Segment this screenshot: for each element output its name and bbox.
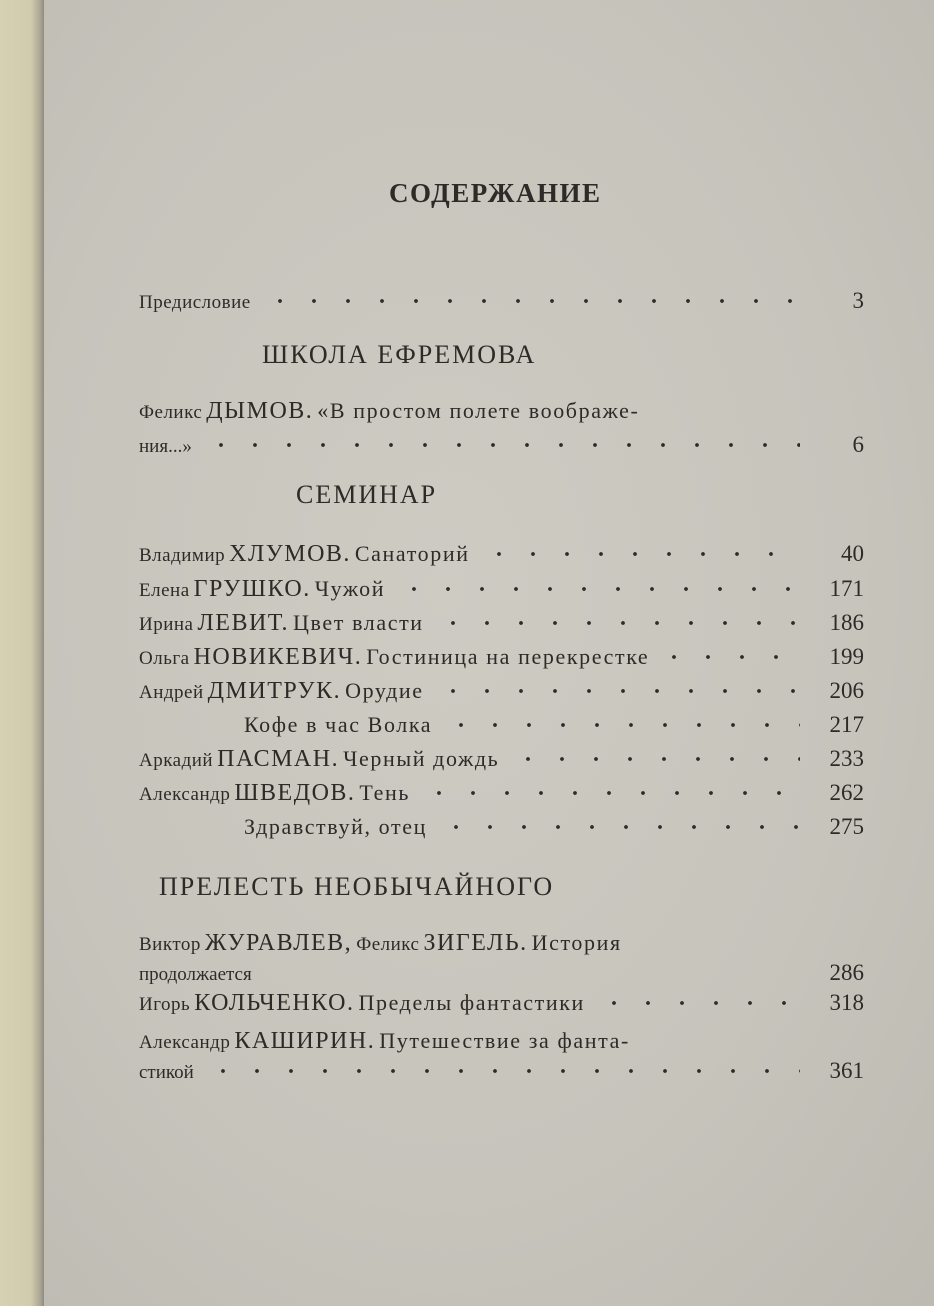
section-heading: СЕМИНАР xyxy=(296,480,438,509)
toc-entry xyxy=(139,746,864,778)
author-first-name: Виктор xyxy=(139,934,201,955)
section-heading: ПРЕЛЕСТЬ НЕОБЫЧАЙНОГО xyxy=(159,872,555,901)
entry-title: Предисловие xyxy=(139,292,251,313)
author-surname: КАШИРИН. xyxy=(234,1028,376,1054)
toc-entry xyxy=(139,780,864,812)
page-number: 40 xyxy=(841,541,864,566)
toc-entry-preface xyxy=(139,288,864,320)
page-number: 217 xyxy=(829,712,864,737)
author-first-name: Александр xyxy=(139,1032,231,1053)
toc-entry xyxy=(139,576,864,608)
author-first-name: Феликс xyxy=(139,402,203,423)
entry-title: Кофе в час Волка xyxy=(244,712,433,737)
author-surname: ПАСМАН. xyxy=(217,746,340,772)
author-surname: ЛЕВИТ. xyxy=(197,610,290,636)
dot-leader xyxy=(597,996,800,1010)
dot-leader xyxy=(263,294,800,308)
author-first-name: Ирина xyxy=(139,614,194,635)
entry-title: Орудие xyxy=(345,678,424,703)
entry-title: Тень xyxy=(359,780,410,805)
entry-title-continuation: продолжается xyxy=(139,964,252,985)
author-surname: ДМИТРУК. xyxy=(207,678,342,704)
page-number: 233 xyxy=(829,746,864,771)
entry-title-continuation: стикой xyxy=(139,1062,194,1083)
entry-title: Пределы фантастики xyxy=(358,990,585,1015)
entry-title: Санаторий xyxy=(354,541,470,566)
toc-entry xyxy=(139,990,864,1022)
dot-leader xyxy=(436,684,800,698)
dot-leader xyxy=(511,752,800,766)
toc-entry xyxy=(139,610,864,642)
author-surname: КОЛЬЧЕНКО. xyxy=(194,990,355,1016)
page-number: 206 xyxy=(829,678,864,703)
entry-title-continuation: ния...» xyxy=(139,436,192,457)
dot-leader xyxy=(439,820,800,834)
entry-title: История xyxy=(531,930,622,955)
author-surname: ЖУРАВЛЕВ, xyxy=(204,930,353,956)
dot-leader xyxy=(482,547,800,561)
author-first-name: Аркадий xyxy=(139,750,214,771)
author-first-name: Андрей xyxy=(139,682,204,703)
author-first-name: Ольга xyxy=(139,648,190,669)
toc-entry xyxy=(139,644,864,676)
entry-title: Цвет власти xyxy=(293,610,424,635)
entry-title: Здравствуй, отец xyxy=(244,814,427,839)
page-number: 3 xyxy=(852,288,864,313)
dot-leader xyxy=(206,1064,800,1078)
author-first-name: Елена xyxy=(139,580,190,601)
page-number: 171 xyxy=(829,576,864,601)
entry-title: «В простом полете воображе- xyxy=(317,398,640,423)
author-surname: ДЫМОВ. xyxy=(206,398,314,424)
section-heading: ШКОЛА ЕФРЕМОВА xyxy=(262,340,537,369)
toc-entry xyxy=(139,398,864,430)
toc-title: СОДЕРЖАНИЕ xyxy=(389,178,602,208)
dot-leader xyxy=(436,616,800,630)
book-page xyxy=(44,0,934,1306)
dot-leader xyxy=(444,718,800,732)
author-surname: ГРУШКО. xyxy=(193,576,311,602)
author-surname: НОВИКЕВИЧ. xyxy=(193,644,363,670)
author-first-name: Александр xyxy=(139,784,231,805)
entry-title: Чужой xyxy=(314,576,386,601)
toc-entry-continuation xyxy=(139,960,864,992)
toc-entry xyxy=(139,930,864,962)
toc-entry xyxy=(139,1028,864,1060)
entry-title: Гостиница на перекрестке xyxy=(366,644,650,669)
page-number: 199 xyxy=(829,644,864,669)
dot-leader xyxy=(657,650,808,664)
toc-entry xyxy=(139,541,864,573)
toc-entry-continuation xyxy=(139,1058,864,1090)
page-number: 275 xyxy=(829,814,864,839)
toc-entry xyxy=(139,678,864,710)
author2-surname: ЗИГЕЛЬ. xyxy=(423,930,528,956)
page-number: 286 xyxy=(829,960,864,985)
dot-leader xyxy=(204,438,800,452)
toc-entry-continuation xyxy=(139,432,864,464)
author-first-name: Игорь xyxy=(139,994,191,1015)
page-number: 6 xyxy=(852,432,864,457)
page-number: 361 xyxy=(829,1058,864,1083)
entry-title: Путешествие за фанта- xyxy=(379,1028,630,1053)
page-number: 318 xyxy=(829,990,864,1015)
book-spine-edge xyxy=(0,0,44,1306)
page-number: 186 xyxy=(829,610,864,635)
author-surname: ШВЕДОВ. xyxy=(234,780,356,806)
entry-title: Черный дождь xyxy=(343,746,500,771)
author-surname: ХЛУМОВ. xyxy=(229,541,351,567)
page-number: 262 xyxy=(829,780,864,805)
toc-entry xyxy=(139,814,864,846)
author2-first-name: Феликс xyxy=(356,934,420,955)
dot-leader xyxy=(422,786,800,800)
dot-leader xyxy=(397,582,800,596)
author-first-name: Владимир xyxy=(139,545,226,566)
toc-entry xyxy=(139,712,864,744)
